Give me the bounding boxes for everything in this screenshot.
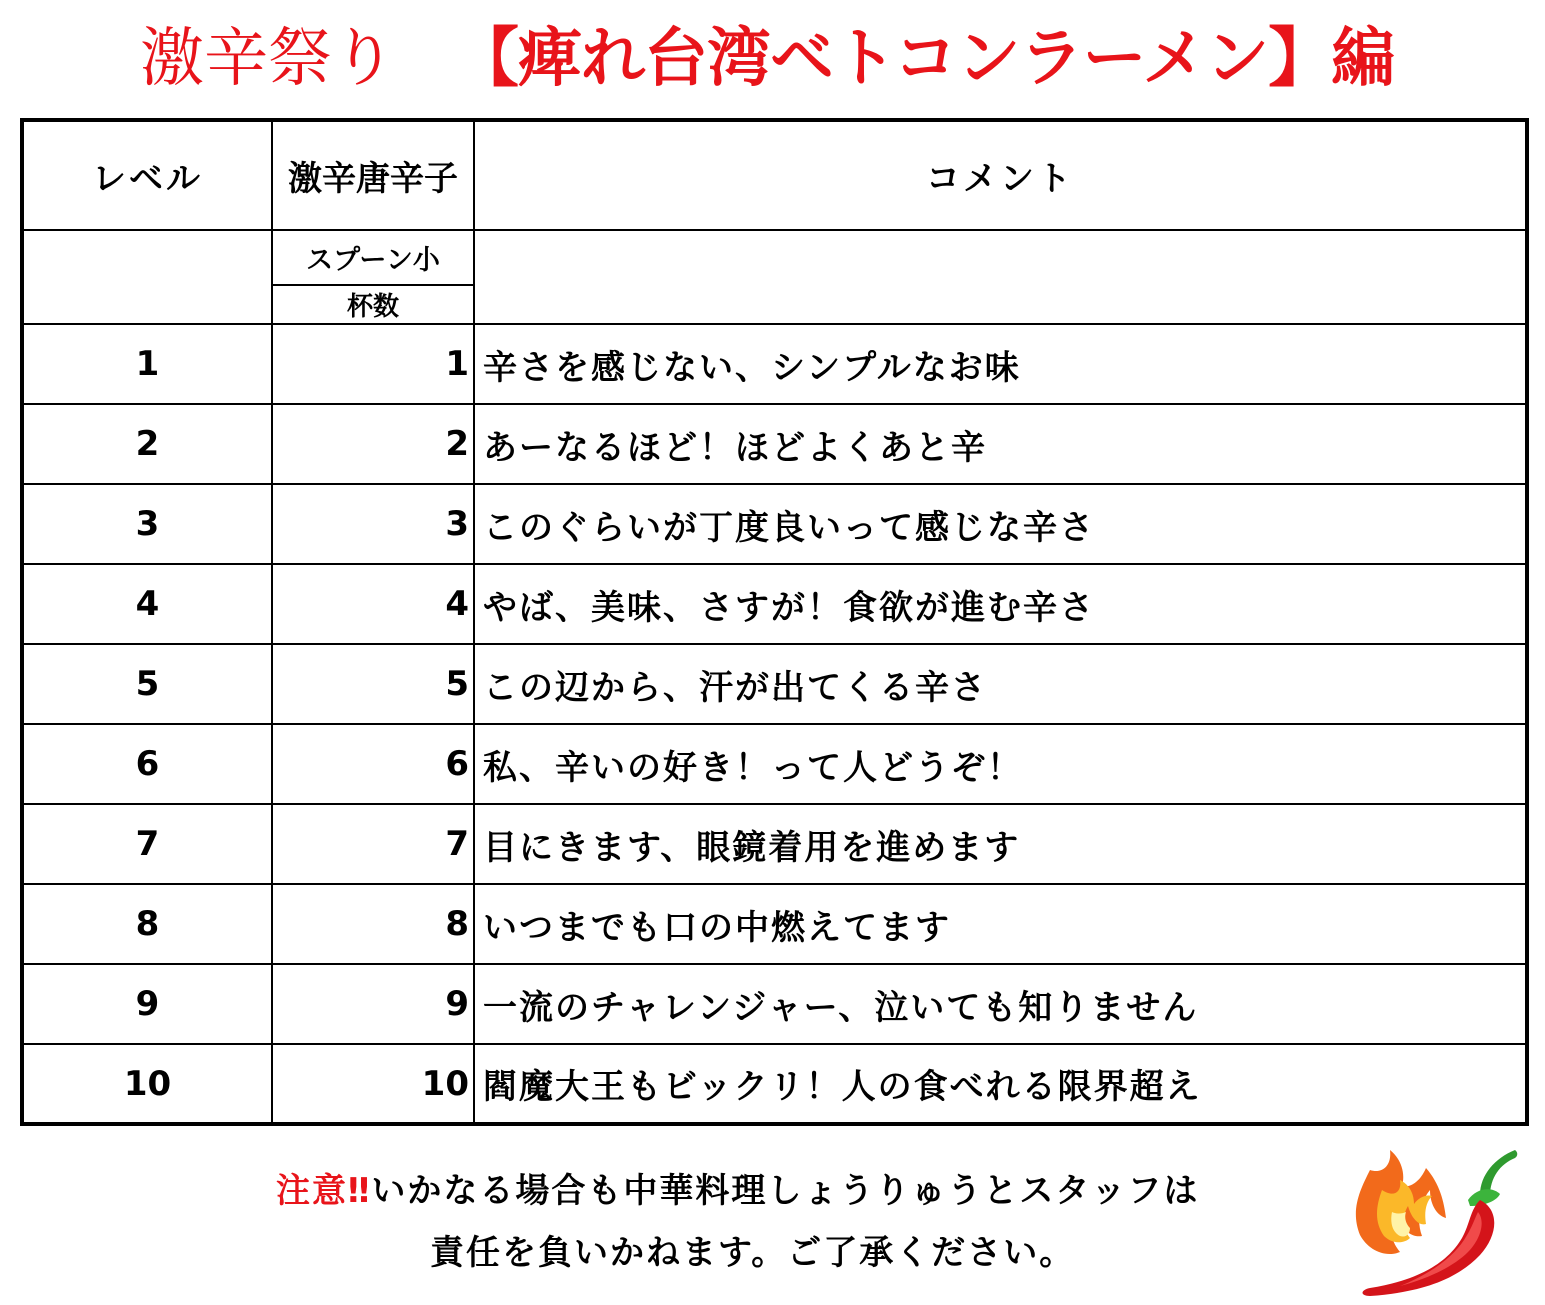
level-cell: 5 bbox=[22, 644, 272, 724]
comment-cell: 辛さを感じない、シンプルなお味 bbox=[474, 324, 1527, 404]
comment-cell: あーなるほど！ほどよくあと辛 bbox=[474, 404, 1527, 484]
table-row bbox=[22, 1044, 1527, 1124]
table-subheader-row bbox=[22, 230, 1527, 324]
subheader-level-empty bbox=[22, 230, 272, 324]
comment-cell: この辺から、汗が出てくる辛さ bbox=[474, 644, 1527, 724]
subheader-spoon-cell bbox=[272, 230, 474, 324]
level-cell: 7 bbox=[22, 804, 272, 884]
comment-cell: 私、辛いの好き！って人どうぞ！ bbox=[474, 724, 1527, 804]
spoon-count-cell: 8 bbox=[272, 884, 474, 964]
comment-cell: 閻魔大王もビックリ！人の食べれる限界超え bbox=[474, 1044, 1527, 1124]
table-row bbox=[22, 404, 1527, 484]
flaming-chili-pepper-icon bbox=[1330, 1140, 1530, 1300]
notice-warning: 注意‼ bbox=[276, 1171, 372, 1211]
subheader-comment-empty bbox=[474, 230, 1527, 324]
title-dish-name: 【痺れ台湾ベトコンラーメン】 bbox=[455, 22, 1332, 96]
level-cell: 4 bbox=[22, 564, 272, 644]
title-festival: 激辛祭り bbox=[140, 22, 396, 96]
table-row bbox=[22, 644, 1527, 724]
spoon-count-cell: 7 bbox=[272, 804, 474, 884]
spoon-count-cell: 5 bbox=[272, 644, 474, 724]
level-cell: 3 bbox=[22, 484, 272, 564]
level-cell: 1 bbox=[22, 324, 272, 404]
table-row bbox=[22, 804, 1527, 884]
comment-cell: このぐらいが丁度良いって感じな辛さ bbox=[474, 484, 1527, 564]
spoon-count-cell: 2 bbox=[272, 404, 474, 484]
comment-cell: いつまでも口の中燃えてます bbox=[474, 884, 1527, 964]
comment-cell: 一流のチャレンジャー、泣いても知りません bbox=[474, 964, 1527, 1044]
header-chili: 激辛唐辛子 bbox=[272, 120, 474, 230]
table-header-row bbox=[22, 120, 1527, 230]
level-cell: 9 bbox=[22, 964, 272, 1044]
title-dish bbox=[455, 18, 1394, 100]
notice-line-1 bbox=[276, 1160, 1199, 1222]
spice-level-table bbox=[20, 118, 1529, 1126]
level-cell: 8 bbox=[22, 884, 272, 964]
spoon-count-cell: 9 bbox=[272, 964, 474, 1044]
table-row bbox=[22, 324, 1527, 404]
header-comment: コメント bbox=[474, 120, 1527, 230]
table-row bbox=[22, 724, 1527, 804]
spoon-count-cell: 10 bbox=[272, 1044, 474, 1124]
page-title bbox=[0, 18, 1545, 100]
notice-line-1-text: いかなる場合も中華料理しょうりゅうとスタッフは bbox=[371, 1171, 1200, 1211]
table-row bbox=[22, 484, 1527, 564]
header-level: レベル bbox=[22, 120, 272, 230]
subheader-spoon: スプーン小 bbox=[273, 231, 473, 286]
level-cell: 2 bbox=[22, 404, 272, 484]
notice-line-2: 責任を負いかねます。ご了承ください。 bbox=[430, 1233, 1076, 1273]
subheader-count: 杯数 bbox=[346, 292, 399, 322]
level-cell: 10 bbox=[22, 1044, 272, 1124]
table-row bbox=[22, 564, 1527, 644]
spoon-count-cell: 4 bbox=[272, 564, 474, 644]
title-suffix: 編 bbox=[1331, 22, 1395, 96]
table-row bbox=[22, 964, 1527, 1044]
spoon-count-cell: 6 bbox=[272, 724, 474, 804]
level-cell: 6 bbox=[22, 724, 272, 804]
spoon-count-cell: 1 bbox=[272, 324, 474, 404]
comment-cell: やば、美味、さすが！食欲が進む辛さ bbox=[474, 564, 1527, 644]
spoon-count-cell: 3 bbox=[272, 484, 474, 564]
comment-cell: 目にきます、眼鏡着用を進めます bbox=[474, 804, 1527, 884]
table-row bbox=[22, 884, 1527, 964]
